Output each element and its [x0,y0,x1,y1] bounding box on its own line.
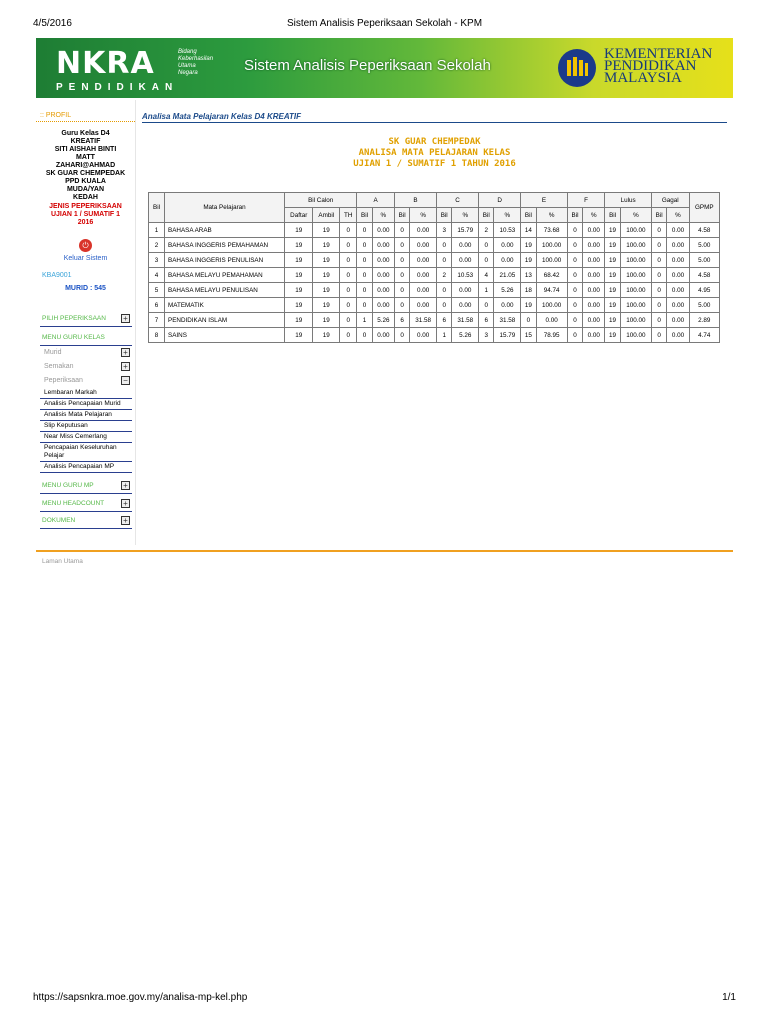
table-cell: 0.00 [452,253,479,268]
table-cell: 0 [521,313,536,328]
print-title: Sistem Analisis Peperiksaan Sekolah - KPM [286,18,483,29]
table-cell: 5 [149,283,165,298]
table-cell: 0.00 [494,238,521,253]
col-bil: Bil [149,193,165,223]
menu-pilih-peperiksaan[interactable]: PILIH PEPERIKSAAN + [40,313,132,327]
table-cell: 0 [394,283,409,298]
student-count: MURID : 545 [65,285,106,292]
table-cell: 19 [313,298,340,313]
table-cell: 100.00 [620,223,651,238]
col-gpmp: GPMP [689,193,719,223]
col-th: TH [340,208,357,223]
table-cell: 19 [313,268,340,283]
profile-heading: :: PROFIL [36,100,135,122]
table-cell: 4 [149,268,165,283]
table-cell: 19 [605,298,620,313]
table-cell: 0.00 [667,238,689,253]
menu-link-analisis-pencapaian-murid[interactable]: Analisis Pencapaian Murid [40,399,132,410]
table-cell: 0.00 [410,283,437,298]
ministry-name: KEMENTERIAN PENDIDIKAN MALAYSIA [604,46,713,86]
table-cell: 0 [437,238,452,253]
report-heading: SK GUAR CHEMPEDAK ANALISA MATA PELAJARAN KELAS UJIAN 1 / SUMATIF 1 TAHUN 2016 [353,137,516,169]
table-cell: 19 [313,253,340,268]
table-cell: 19 [605,268,620,283]
table-row [149,223,720,238]
table-cell: 0 [437,253,452,268]
collapse-icon[interactable]: − [121,376,130,385]
table-cell: 0 [357,283,372,298]
col-daftar: Daftar [285,208,313,223]
print-header [33,18,736,29]
col-grade-a: A [357,193,395,208]
system-title: Sistem Analisis Peperiksaan Sekolah [244,57,491,74]
table-cell: 10.53 [494,223,521,238]
table-cell: 0 [437,283,452,298]
table-cell: 0 [394,253,409,268]
table-cell: 19 [605,328,620,343]
subject-name-cell: SAINS [165,328,285,343]
col-mata-pelajaran: Mata Pelajaran [165,193,285,223]
table-cell: 0 [357,298,372,313]
print-footer [33,992,736,1003]
table-cell: 19 [285,283,313,298]
table-cell: 19 [605,253,620,268]
table-cell: 0 [340,298,357,313]
table-cell: 21.05 [494,268,521,283]
expand-icon[interactable]: + [121,348,130,357]
table-cell: 0 [357,268,372,283]
table-cell: 19 [313,223,340,238]
table-row [149,268,720,283]
table-cell: 0 [567,328,582,343]
table-cell: 3 [149,253,165,268]
table-cell: 5.00 [689,253,719,268]
print-url: https://sapsnkra.moe.gov.my/analisa-mp-kel.php [33,992,248,1003]
table-cell: 0 [340,283,357,298]
table-cell: 0.00 [410,253,437,268]
table-row [149,328,720,343]
logout-button[interactable] [36,235,135,262]
table-cell: 0 [567,298,582,313]
table-cell: 0.00 [494,253,521,268]
table-cell: 0.00 [372,328,394,343]
table-cell: 0 [651,223,666,238]
table-cell: 0.00 [667,283,689,298]
table-cell: 0.00 [583,328,605,343]
table-cell: 0.00 [372,298,394,313]
table-cell: 19 [521,238,536,253]
table-cell: 1 [357,313,372,328]
table-cell: 0.00 [410,268,437,283]
table-cell: 2 [149,238,165,253]
menu-link-near-miss[interactable]: Near Miss Cemerlang [40,432,132,443]
table-cell: 0.00 [667,223,689,238]
print-date: 4/5/2016 [33,18,72,29]
menu-item-peperiksaan[interactable]: Peperiksaan − [40,374,132,388]
table-cell: 0 [394,238,409,253]
table-cell: 19 [285,298,313,313]
table-cell: 0.00 [410,298,437,313]
table-cell: 19 [521,298,536,313]
table-cell: 0 [651,313,666,328]
table-cell: 0 [651,298,666,313]
home-link[interactable]: Laman Utama [42,558,83,565]
table-cell: 0 [357,223,372,238]
menu-link-analisis-pencapaian-mp[interactable]: Analisis Pencapaian MP [40,462,132,473]
table-cell: 0 [651,283,666,298]
table-cell: 4.58 [689,223,719,238]
subject-analysis-table [148,192,720,343]
table-cell: 14 [521,223,536,238]
table-cell: 100.00 [620,268,651,283]
table-cell: 0 [394,268,409,283]
subject-name-cell: MATEMATIK [165,298,285,313]
table-cell: 0.00 [452,298,479,313]
table-cell: 15 [521,328,536,343]
table-cell: 31.58 [494,313,521,328]
table-cell: 0.00 [494,298,521,313]
expand-icon[interactable]: + [121,314,130,323]
expand-icon[interactable]: + [121,516,130,525]
table-cell: 0 [357,328,372,343]
menu-link-slip-keputusan[interactable]: Slip Keputusan [40,421,132,432]
menu-item-semakan[interactable]: Semakan + [40,360,132,374]
table-cell: 0.00 [583,298,605,313]
table-cell: 19 [285,268,313,283]
table-cell: 0.00 [372,283,394,298]
table-cell: 0.00 [410,238,437,253]
table-cell: 31.58 [410,313,437,328]
table-cell: 0.00 [667,253,689,268]
table-cell: 4.95 [689,283,719,298]
table-cell: 0 [394,328,409,343]
table-row [149,313,720,328]
col-gagal: Gagal [651,193,689,208]
col-grade-c: C [437,193,479,208]
table-cell: 8 [149,328,165,343]
table-cell: 0.00 [667,298,689,313]
table-row [149,298,720,313]
col-grade-d: D [479,193,521,208]
table-row [149,238,720,253]
table-cell: 5.26 [452,328,479,343]
table-cell: 0 [567,253,582,268]
table-cell: 15.79 [452,223,479,238]
table-cell: 0 [340,223,357,238]
table-cell: 1 [437,328,452,343]
col-ambil: Ambil [313,208,340,223]
table-cell: 0 [567,238,582,253]
table-cell: 4.58 [689,268,719,283]
nkra-logo-pendidikan: PENDIDIKAN [56,82,179,93]
subject-name-cell: PENDIDIKAN ISLAM [165,313,285,328]
expand-icon[interactable]: + [121,481,130,490]
table-cell: 0.00 [452,283,479,298]
subject-name-cell: BAHASA MELAYU PENULISAN [165,283,285,298]
subject-name-cell: BAHASA MELAYU PEMAHAMAN [165,268,285,283]
table-cell: 0.00 [583,268,605,283]
table-cell: 0 [357,238,372,253]
table-cell: 0.00 [583,253,605,268]
table-cell: 2 [479,223,494,238]
col-grade-e: E [521,193,568,208]
table-cell: 3 [437,223,452,238]
table-cell: 19 [605,223,620,238]
table-cell: 100.00 [536,253,567,268]
table-cell: 100.00 [620,313,651,328]
menu-guru-mp[interactable]: MENU GURU MP + [40,480,132,494]
table-cell: 100.00 [620,238,651,253]
table-cell: 0.00 [583,223,605,238]
table-cell: 0.00 [372,268,394,283]
table-cell: 6 [437,313,452,328]
table-cell: 0.00 [372,253,394,268]
table-cell: 19 [285,253,313,268]
table-cell: 13 [521,268,536,283]
table-cell: 19 [605,313,620,328]
table-cell: 100.00 [620,253,651,268]
table-cell: 4 [479,268,494,283]
table-cell: 0.00 [583,283,605,298]
table-cell: 0 [651,268,666,283]
table-cell: 0.00 [372,223,394,238]
page-title: Analisa Mata Pelajaran Kelas D4 KREATIF [142,112,727,123]
table-cell: 0.00 [583,238,605,253]
table-cell: 0.00 [536,313,567,328]
table-cell: 0 [340,328,357,343]
menu-item-murid[interactable]: Murid + [40,346,132,360]
table-cell: 19 [605,238,620,253]
menu-guru-kelas[interactable]: MENU GURU KELAS Murid + Semakan + Peperiksaan − Lembaran Markah Analisis Pencapaian Murid Analisis Mata Pelajaran Slip Keputusan Near Miss Cemerlang Pencapaian Keseluruhan Pelajar Analisis Pencapaian MP [40,332,132,473]
table-cell: 94.74 [536,283,567,298]
table-cell: 19 [313,283,340,298]
nkra-logo-subtext: Bidang Keberhasilan Utama Negara [178,49,214,76]
table-cell: 73.68 [536,223,567,238]
kpm-crest-icon [556,48,598,88]
table-cell: 5.00 [689,238,719,253]
table-cell: 68.42 [536,268,567,283]
table-cell: 100.00 [620,298,651,313]
table-cell: 78.95 [536,328,567,343]
table-cell: 0 [567,313,582,328]
subject-name-cell: BAHASA INGGERIS PENULISAN [165,253,285,268]
table-cell: 10.53 [452,268,479,283]
table-cell: 19 [313,238,340,253]
table-cell: 0.00 [410,223,437,238]
col-grade-b: B [394,193,436,208]
table-cell: 0.00 [667,268,689,283]
table-cell: 0 [437,298,452,313]
table-cell: 0 [394,223,409,238]
table-cell: 0 [651,238,666,253]
table-cell: 0 [340,268,357,283]
table-cell: 0.00 [667,328,689,343]
menu-link-pencapaian-keseluruhan[interactable]: Pencapaian Keseluruhan Pelajar [40,443,132,462]
table-cell: 3 [479,328,494,343]
table-cell: 0 [340,238,357,253]
table-cell: 5.26 [372,313,394,328]
table-cell: 0 [567,268,582,283]
table-cell: 0 [567,283,582,298]
table-cell: 0 [357,253,372,268]
col-lulus: Lulus [605,193,652,208]
subject-name-cell: BAHASA ARAB [165,223,285,238]
table-cell: 19 [605,283,620,298]
table-cell: 0 [567,223,582,238]
table-cell: 4.74 [689,328,719,343]
table-cell: 0.00 [410,328,437,343]
table-cell: 0 [479,253,494,268]
exam-type: JENIS PEPERIKSAAN UJIAN 1 / SUMATIF 1 2016 [49,203,122,226]
table-cell: 0 [340,253,357,268]
table-cell: 7 [149,313,165,328]
table-cell: 31.58 [452,313,479,328]
print-page-number: 1/1 [722,992,736,1003]
table-cell: 6 [394,313,409,328]
table-subheader-row: Daftar Ambil TH Bil % Bil % Bil % Bil % Bil % Bil % Bil % Bil % [149,208,720,223]
col-bil-calon: Bil Calon [285,193,357,208]
table-cell: 0.00 [667,313,689,328]
main-content [142,112,727,170]
site-banner [36,38,733,98]
table-cell: 19 [521,253,536,268]
nkra-logo: NKRA [56,46,155,81]
table-cell: 15.79 [494,328,521,343]
menu-link-lembaran-markah[interactable]: Lembaran Markah [40,388,132,399]
school-code: KBA9001 [42,272,72,279]
table-cell: 19 [285,223,313,238]
table-cell: 1 [479,283,494,298]
table-cell: 0.00 [452,238,479,253]
table-cell: 0.00 [372,238,394,253]
table-cell: 19 [285,313,313,328]
table-cell: 6 [479,313,494,328]
menu-link-analisis-mata-pelajaran[interactable]: Analisis Mata Pelajaran [40,410,132,421]
col-grade-f: F [567,193,605,208]
menu-headcount[interactable]: MENU HEADCOUNT + [40,498,132,512]
teacher-profile: Guru Kelas D4 KREATIF SITI AISHAH BINTI MATT ZAHARI@AHMAD SK GUAR CHEMPEDAK PPD KUALA MUDA/YAN KEDAH [45,130,126,201]
table-cell: 0 [651,328,666,343]
table-cell: 0 [340,313,357,328]
table-cell: 0.00 [583,313,605,328]
expand-icon[interactable]: + [121,362,130,371]
footer-divider [36,550,733,552]
table-cell: 19 [313,313,340,328]
table-cell: 100.00 [536,298,567,313]
table-cell: 19 [285,238,313,253]
expand-icon[interactable]: + [121,499,130,508]
table-cell: 0 [394,298,409,313]
sidebar [36,100,136,545]
table-cell: 18 [521,283,536,298]
table-header-row [149,193,720,208]
table-cell: 2.89 [689,313,719,328]
table-cell: 0 [479,298,494,313]
logout-label[interactable]: Keluar Sistem [63,255,108,262]
table-cell: 5.00 [689,298,719,313]
table-cell: 0 [479,238,494,253]
table-cell: 1 [149,223,165,238]
table-cell: 0 [651,253,666,268]
table-cell: 6 [149,298,165,313]
table-cell: 100.00 [620,283,651,298]
table-row [149,283,720,298]
table-cell: 2 [437,268,452,283]
table-row [149,253,720,268]
table-body [149,223,720,343]
table-cell: 19 [313,328,340,343]
menu-dokumen[interactable]: DOKUMEN + [40,515,132,529]
table-cell: 100.00 [620,328,651,343]
power-icon[interactable]: ⏻ [79,239,92,252]
table-cell: 5.26 [494,283,521,298]
subject-name-cell: BAHASA INGGERIS PEMAHAMAN [165,238,285,253]
table-cell: 19 [285,328,313,343]
table-cell: 100.00 [536,238,567,253]
